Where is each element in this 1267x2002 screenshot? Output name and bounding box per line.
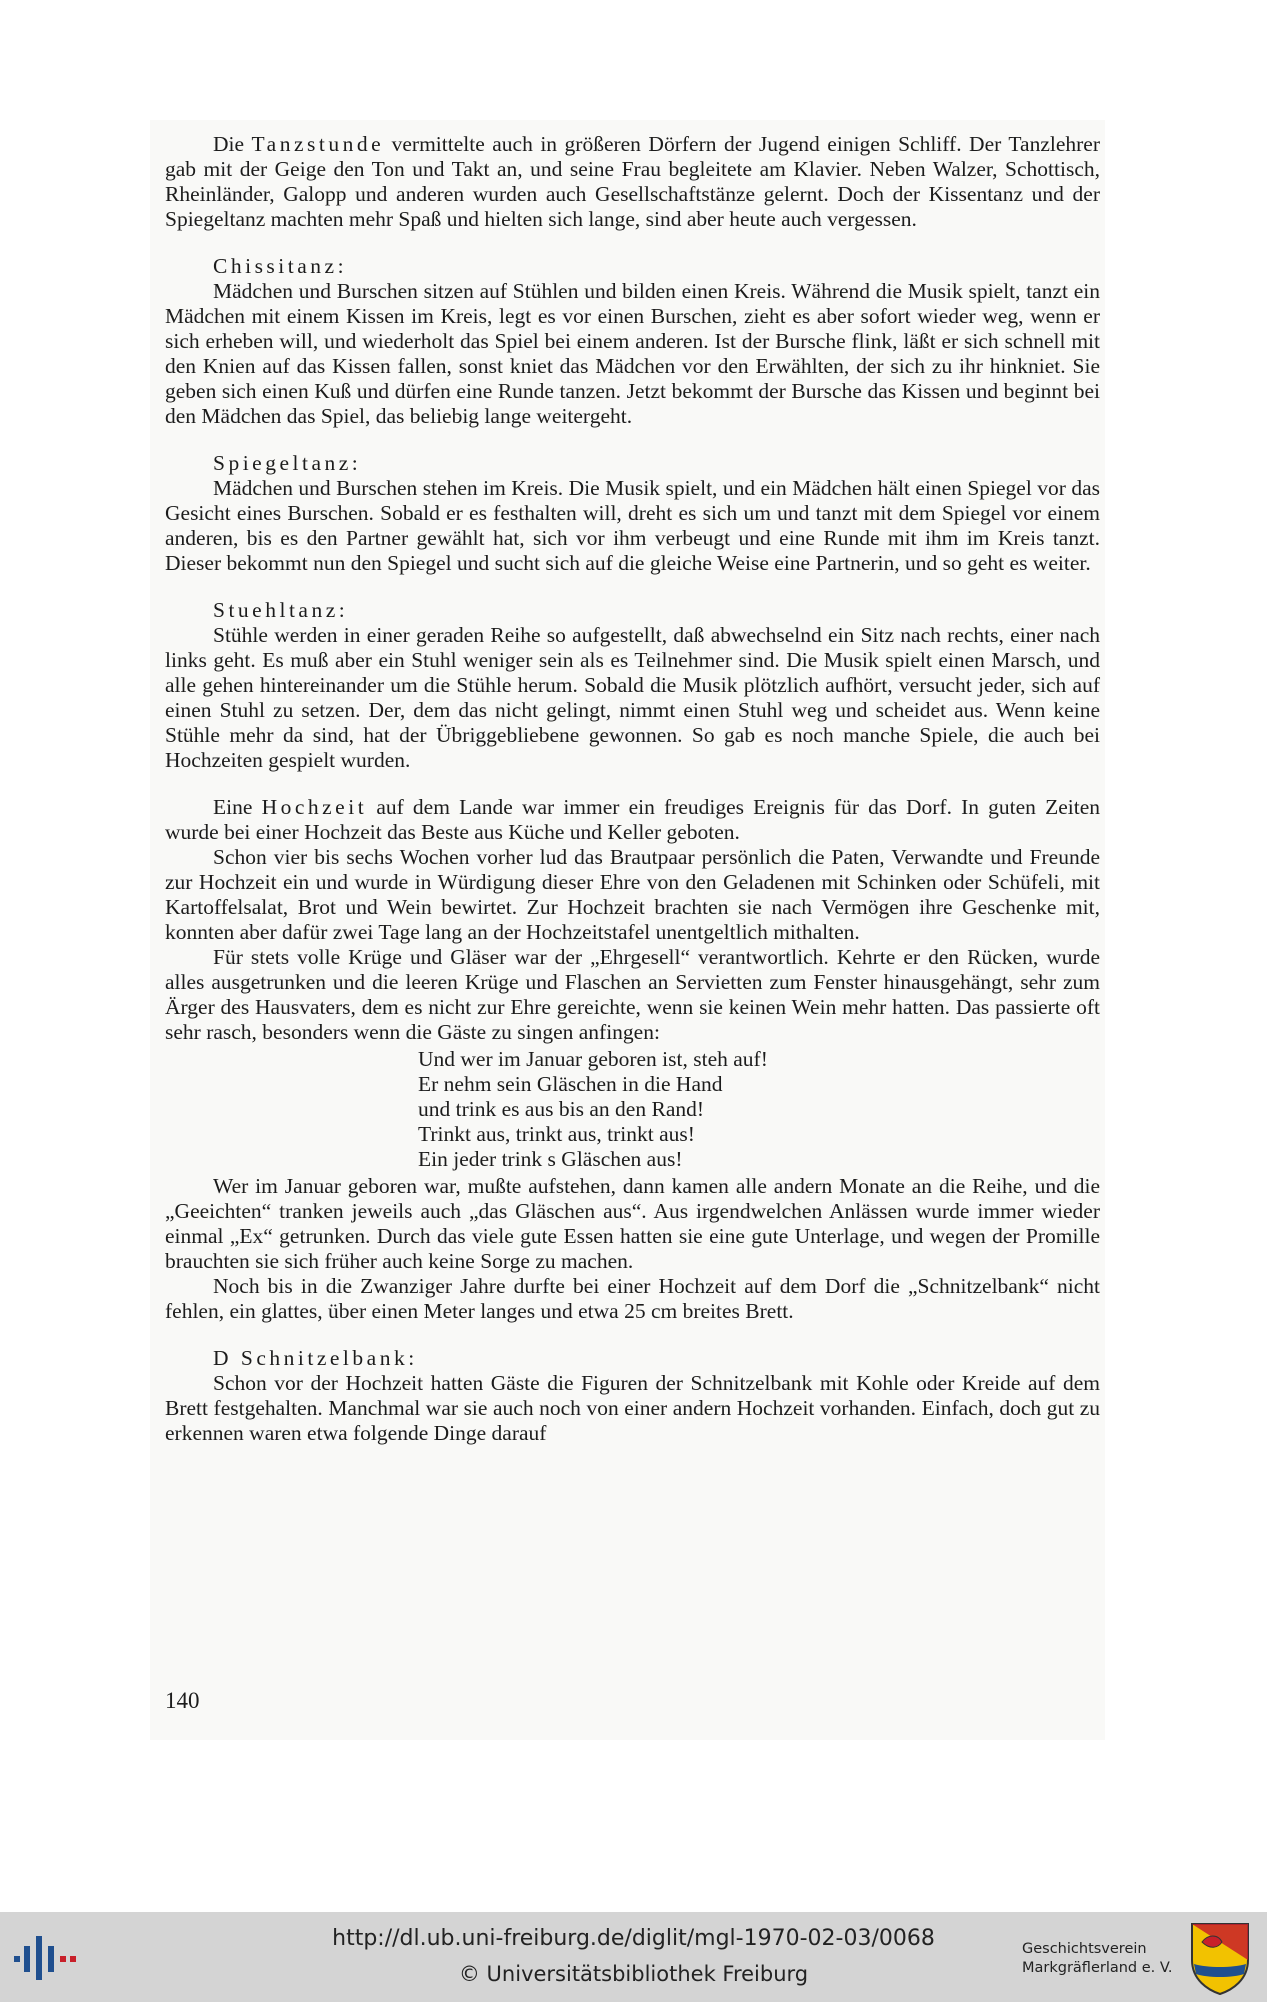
paragraph-tanzstunde: Die Tanzstunde vermittelte auch in größeren Dörfern der Jugend einigen Schliff. Der Tanzlehrer gab mit der Geige den Ton und Takt an, und seine Frau begleitete am Klavier. Neben Walzer, Schottisch, Rheinländer, Galopp und anderen wurden auch Gesellschaftstänze gelernt. Doch der Kissentanz und der Spiegeltanz machten mehr Spaß und hielten sich lange, sind aber heute auch vergessen. [165,132,1100,231]
emphasis-hochzeit: Hochzeit [261,795,368,819]
society-name [1022,1940,1173,1978]
heading-chissitanz: Chissitanz: [213,254,348,278]
heading-stuehltanz: Stuehltanz: [213,598,349,622]
heading-schnitzelbank: D Schnitzelbank: [213,1346,418,1370]
paragraph-chissitanz: Mädchen und Burschen sitzen auf Stühlen und bilden einen Kreis. Während die Musik spielt, tanzt ein Mädchen mit einem Kissen im Kreis, legt es vor einen Burschen, zieht es aber sofort wieder weg, wenn er sich erheben will, und wiederholt das Spiel bei einem anderen. Ist der Bursche flink, läßt er sich schnell mit den Knien auf das Kissen fallen, sonst kniet das Mädchen vor den Erwählten, der sich zu ihr hinkniet. Sie geben sich einen Kuß und dürfen eine Runde tanzen. Jetzt bekommt der Bursche das Kissen und beginnt bei den Mädchen das Spiel, das beliebig lange weitergeht. [165,279,1100,428]
page-content [165,132,1100,1446]
verse-line: Er nehm sein Gläschen in die Hand [418,1072,723,1096]
paragraph-ehrgesell: Für stets volle Krüge und Gläser war der „Ehrgesell“ verantwortlich. Kehrte er den Rücken, wurde alles ausgetrunken und die leeren Krüge und Flaschen an Servietten zum Fenster hinausgehängt, sehr zum Ärger des Hausvaters, dem es nicht zur Ehre gereichte, wenn sie keinen Wein mehr hatten. Das passierte oft sehr rasch, besonders wenn die Gäste zu singen anfingen: [165,945,1100,1044]
paragraph-einladung: Schon vier bis sechs Wochen vorher lud das Brautpaar persönlich die Paten, Verwandte und Freunde zur Hochzeit ein und wurde in Würdigung dieser Ehre von den Geladenen mit Schinken oder Schüfeli, mit Kartoffelsalat, Brot und Wein bewirtet. Zur Hochzeit brachten sie nach Vermögen ihre Geschenke mit, konnten aber dafür zwei Tage lang an der Hochzeitstafel unentgeltlich mithalten. [165,845,1100,944]
verse-line: Trinkt aus, trinkt aus, trinkt aus! [418,1122,695,1146]
paragraph-hochzeit: Eine Hochzeit auf dem Lande war immer ein freudiges Ereignis für das Dorf. In guten Zeiten wurde bei einer Hochzeit das Beste aus Küche und Keller geboten. [165,795,1100,844]
coat-of-arms-icon [1188,1920,1252,1996]
society-line: Geschichtsverein [1022,1941,1147,1957]
paragraph-zwanziger: Noch bis in die Zwanziger Jahre durfte bei einer Hochzeit auf dem Dorf die „Schnitzelbank“ nicht fehlen, ein glattes, über einen Meter langes und etwa 25 cm breites Brett. [165,1274,1100,1323]
paragraph-schnitzelbank: Schon vor der Hochzeit hatten Gäste die Figuren der Schnitzelbank mit Kohle oder Kreide auf dem Brett festgehalten. Manchmal war sie auch noch von einer andern Hochzeit vorhanden. Einfach, doch gut zu erkennen waren etwa folgende Dinge darauf [165,1371,1100,1445]
song-verse [418,1047,1100,1172]
footer-bar [0,1912,1267,2002]
emphasis-tanzstunde: Tanzstunde [251,132,385,156]
paragraph-spiegeltanz: Mädchen und Burschen stehen im Kreis. Die Musik spielt, und ein Mädchen hält einen Spiegel vor das Gesicht eines Burschen. Sobald er es festhalten will, dreht es sich um und tanzt mit dem Spiegel vor einem anderen, bis es den Partner gewählt hat, sich vor ihm verbeugt und eine Runde mit ihm im Kreis tanzt. Dieser bekommt nun den Spiegel und sucht sich auf die gleiche Weise eine Partnerin, und so geht es weiter. [165,476,1100,575]
verse-line: Und wer im Januar geboren ist, steh auf! [418,1047,768,1071]
society-line: Markgräflerland e. V. [1022,1960,1173,1976]
copyright-text: © Universitätsbibliothek Freiburg [458,1962,809,1986]
verse-line: Ein jeder trink s Gläschen aus! [418,1147,683,1171]
paragraph-januar: Wer im Januar geboren war, mußte aufstehen, dann kamen alle andern Monate an die Reihe, und die „Geeichten“ tranken jeweils auch „das Gläschen aus“. Aus irgendwelchen Anlässen wurde immer wieder einmal „Ex“ getrunken. Durch das viele gute Essen hatten sie eine gute Unterlage, und wegen der Promille brauchten sie sich früher auch keine Sorge zu machen. [165,1174,1100,1273]
page-number: 140 [165,1688,200,1713]
heading-spiegeltanz: Spiegeltanz: [213,451,362,475]
verse-line: und trink es aus bis an den Rand! [418,1097,705,1121]
document-url-link[interactable]: http://dl.ub.uni-freiburg.de/diglit/mgl-1970-02-03/0068 [332,1926,935,1951]
paragraph-stuehltanz: Stühle werden in einer geraden Reihe so aufgestellt, daß abwechselnd ein Sitz nach rechts, einer nach links geht. Es muß aber ein Stuhl weniger sein als es Teilnehmer sind. Die Musik spielt einen Marsch, und alle gehen hintereinander um die Stühle herum. Sobald die Musik plötzlich aufhört, versucht jeder, sich auf einen Stuhl zu setzen. Der, dem das nicht gelingt, nimmt einen Stuhl weg und scheidet aus. Wenn keine Stühle mehr da sind, hat der Übriggebliebene gewonnen. So gab es noch manche Spiele, die auch bei Hochzeiten gespielt wurden. [165,623,1100,772]
